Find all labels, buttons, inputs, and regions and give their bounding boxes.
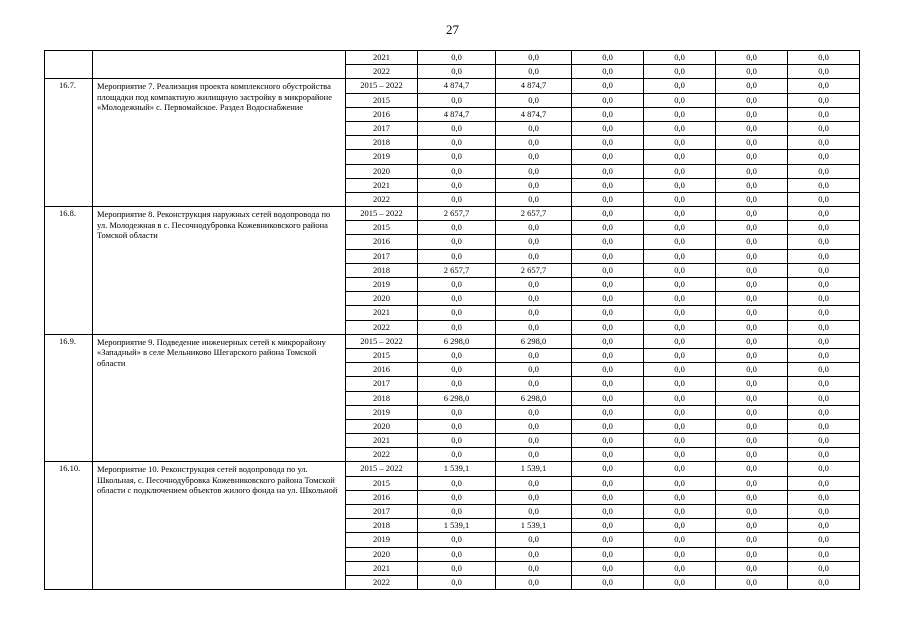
value-cell: 0,0 <box>572 150 644 164</box>
value-cell: 0,0 <box>788 419 860 433</box>
value-cell: 0,0 <box>716 575 788 589</box>
value-cell: 0,0 <box>418 348 496 362</box>
value-cell: 6 298,0 <box>496 391 572 405</box>
year-cell: 2020 <box>346 419 418 433</box>
year-cell: 2016 <box>346 107 418 121</box>
value-cell: 0,0 <box>418 505 496 519</box>
value-cell: 0,0 <box>496 448 572 462</box>
year-cell: 2019 <box>346 405 418 419</box>
value-cell: 0,0 <box>418 490 496 504</box>
year-cell: 2016 <box>346 490 418 504</box>
value-cell: 0,0 <box>418 320 496 334</box>
item-number-cell: 16.8. <box>45 207 93 335</box>
value-cell: 0,0 <box>644 490 716 504</box>
year-cell: 2017 <box>346 121 418 135</box>
value-cell: 0,0 <box>644 405 716 419</box>
description-cell: Мероприятие 10. Реконструкция сетей водопровода по ул. Школьная, с. Песочнодубровка Кожевниковского района Томской области с подключением объектов жилого фонда на ул. Школьной <box>93 462 346 590</box>
value-cell: 0,0 <box>572 93 644 107</box>
value-cell: 0,0 <box>572 164 644 178</box>
value-cell: 0,0 <box>572 221 644 235</box>
value-cell: 0,0 <box>572 490 644 504</box>
value-cell: 0,0 <box>496 533 572 547</box>
value-cell: 0,0 <box>418 235 496 249</box>
value-cell: 0,0 <box>418 178 496 192</box>
value-cell: 6 298,0 <box>496 334 572 348</box>
value-cell: 0,0 <box>572 263 644 277</box>
table-row <box>45 334 860 348</box>
value-cell: 0,0 <box>418 51 496 65</box>
value-cell: 0,0 <box>644 164 716 178</box>
value-cell: 0,0 <box>496 405 572 419</box>
value-cell: 0,0 <box>496 249 572 263</box>
value-cell: 0,0 <box>788 448 860 462</box>
value-cell: 0,0 <box>496 363 572 377</box>
year-cell: 2016 <box>346 235 418 249</box>
value-cell: 0,0 <box>496 575 572 589</box>
value-cell: 0,0 <box>572 505 644 519</box>
value-cell: 0,0 <box>788 306 860 320</box>
year-cell: 2015 <box>346 348 418 362</box>
value-cell: 0,0 <box>572 292 644 306</box>
value-cell: 0,0 <box>418 249 496 263</box>
year-cell: 2015 <box>346 93 418 107</box>
value-cell: 0,0 <box>644 107 716 121</box>
value-cell: 0,0 <box>788 79 860 93</box>
budget-table <box>44 50 860 590</box>
value-cell: 0,0 <box>572 320 644 334</box>
value-cell: 0,0 <box>572 121 644 135</box>
value-cell: 0,0 <box>644 462 716 476</box>
value-cell: 0,0 <box>788 192 860 206</box>
value-cell: 0,0 <box>644 320 716 334</box>
value-cell: 0,0 <box>496 192 572 206</box>
value-cell: 0,0 <box>644 278 716 292</box>
year-cell: 2019 <box>346 278 418 292</box>
value-cell: 0,0 <box>572 51 644 65</box>
value-cell: 0,0 <box>418 150 496 164</box>
value-cell: 0,0 <box>572 377 644 391</box>
value-cell: 0,0 <box>496 348 572 362</box>
value-cell: 0,0 <box>644 178 716 192</box>
value-cell: 0,0 <box>418 561 496 575</box>
value-cell: 0,0 <box>644 334 716 348</box>
value-cell: 0,0 <box>572 533 644 547</box>
description-cell <box>93 51 346 79</box>
value-cell: 0,0 <box>788 278 860 292</box>
value-cell: 0,0 <box>644 391 716 405</box>
value-cell: 0,0 <box>496 278 572 292</box>
value-cell: 0,0 <box>644 136 716 150</box>
value-cell: 0,0 <box>644 348 716 362</box>
value-cell: 2 657,7 <box>496 207 572 221</box>
table-row <box>45 51 860 65</box>
year-cell: 2015 – 2022 <box>346 207 418 221</box>
item-number-cell <box>45 51 93 79</box>
value-cell: 0,0 <box>788 547 860 561</box>
value-cell: 0,0 <box>418 221 496 235</box>
value-cell: 0,0 <box>418 575 496 589</box>
value-cell: 0,0 <box>644 121 716 135</box>
value-cell: 0,0 <box>788 462 860 476</box>
value-cell: 0,0 <box>644 575 716 589</box>
value-cell: 0,0 <box>644 448 716 462</box>
year-cell: 2015 <box>346 221 418 235</box>
value-cell: 6 298,0 <box>418 391 496 405</box>
table-body <box>45 51 860 590</box>
value-cell: 0,0 <box>418 434 496 448</box>
value-cell: 6 298,0 <box>418 334 496 348</box>
year-cell: 2021 <box>346 306 418 320</box>
value-cell: 0,0 <box>716 65 788 79</box>
year-cell: 2021 <box>346 434 418 448</box>
value-cell: 0,0 <box>716 306 788 320</box>
value-cell: 0,0 <box>788 348 860 362</box>
year-cell: 2022 <box>346 448 418 462</box>
page-number: 27 <box>446 22 459 37</box>
value-cell: 0,0 <box>716 178 788 192</box>
value-cell: 0,0 <box>496 164 572 178</box>
value-cell: 0,0 <box>496 320 572 334</box>
value-cell: 0,0 <box>644 150 716 164</box>
year-cell: 2017 <box>346 249 418 263</box>
value-cell: 0,0 <box>716 490 788 504</box>
item-number-cell: 16.9. <box>45 334 93 462</box>
value-cell: 0,0 <box>716 377 788 391</box>
value-cell: 0,0 <box>572 79 644 93</box>
value-cell: 0,0 <box>788 107 860 121</box>
value-cell: 0,0 <box>644 93 716 107</box>
value-cell: 0,0 <box>496 221 572 235</box>
year-cell: 2017 <box>346 377 418 391</box>
value-cell: 0,0 <box>716 476 788 490</box>
value-cell: 0,0 <box>716 405 788 419</box>
value-cell: 0,0 <box>716 334 788 348</box>
value-cell: 0,0 <box>788 93 860 107</box>
value-cell: 0,0 <box>716 51 788 65</box>
value-cell: 0,0 <box>644 235 716 249</box>
value-cell: 0,0 <box>572 178 644 192</box>
value-cell: 0,0 <box>572 519 644 533</box>
value-cell: 0,0 <box>716 207 788 221</box>
value-cell: 0,0 <box>572 391 644 405</box>
value-cell: 0,0 <box>716 192 788 206</box>
value-cell: 0,0 <box>572 448 644 462</box>
value-cell: 0,0 <box>572 235 644 249</box>
year-cell: 2018 <box>346 391 418 405</box>
value-cell: 0,0 <box>788 434 860 448</box>
value-cell: 0,0 <box>418 419 496 433</box>
value-cell: 0,0 <box>788 121 860 135</box>
year-cell: 2020 <box>346 547 418 561</box>
value-cell: 2 657,7 <box>418 207 496 221</box>
value-cell: 0,0 <box>788 533 860 547</box>
value-cell: 1 539,1 <box>418 462 496 476</box>
value-cell: 0,0 <box>788 377 860 391</box>
value-cell: 0,0 <box>788 150 860 164</box>
value-cell: 0,0 <box>572 306 644 320</box>
value-cell: 0,0 <box>788 363 860 377</box>
value-cell: 0,0 <box>644 434 716 448</box>
value-cell: 0,0 <box>716 263 788 277</box>
value-cell: 4 874,7 <box>496 79 572 93</box>
value-cell: 0,0 <box>572 476 644 490</box>
year-cell: 2019 <box>346 533 418 547</box>
value-cell: 0,0 <box>788 164 860 178</box>
item-number-cell: 16.10. <box>45 462 93 590</box>
value-cell: 0,0 <box>418 136 496 150</box>
value-cell: 0,0 <box>716 391 788 405</box>
value-cell: 0,0 <box>716 249 788 263</box>
value-cell: 0,0 <box>418 192 496 206</box>
value-cell: 0,0 <box>496 306 572 320</box>
value-cell: 0,0 <box>572 419 644 433</box>
value-cell: 0,0 <box>418 533 496 547</box>
value-cell: 0,0 <box>418 306 496 320</box>
value-cell: 0,0 <box>644 51 716 65</box>
value-cell: 0,0 <box>496 121 572 135</box>
value-cell: 4 874,7 <box>496 107 572 121</box>
value-cell: 0,0 <box>644 263 716 277</box>
value-cell: 0,0 <box>788 207 860 221</box>
value-cell: 0,0 <box>716 292 788 306</box>
year-cell: 2018 <box>346 263 418 277</box>
year-cell: 2018 <box>346 519 418 533</box>
value-cell: 0,0 <box>496 419 572 433</box>
value-cell: 0,0 <box>788 505 860 519</box>
value-cell: 0,0 <box>644 533 716 547</box>
value-cell: 0,0 <box>644 547 716 561</box>
value-cell: 0,0 <box>418 278 496 292</box>
value-cell: 0,0 <box>572 107 644 121</box>
value-cell: 0,0 <box>572 434 644 448</box>
year-cell: 2019 <box>346 150 418 164</box>
value-cell: 0,0 <box>716 150 788 164</box>
value-cell: 2 657,7 <box>418 263 496 277</box>
value-cell: 0,0 <box>716 320 788 334</box>
year-cell: 2018 <box>346 136 418 150</box>
value-cell: 0,0 <box>788 51 860 65</box>
table-row <box>45 207 860 221</box>
value-cell: 0,0 <box>496 561 572 575</box>
year-cell: 2017 <box>346 505 418 519</box>
value-cell: 0,0 <box>496 434 572 448</box>
value-cell: 0,0 <box>788 391 860 405</box>
value-cell: 0,0 <box>644 377 716 391</box>
description-cell: Мероприятие 9. Подведение инженерных сетей к микрорайону «Западный» в селе Мельниково Шегарского района Томской области <box>93 334 346 462</box>
value-cell: 0,0 <box>788 334 860 348</box>
value-cell: 0,0 <box>572 278 644 292</box>
value-cell: 0,0 <box>788 65 860 79</box>
value-cell: 0,0 <box>418 93 496 107</box>
value-cell: 0,0 <box>644 519 716 533</box>
value-cell: 0,0 <box>496 505 572 519</box>
value-cell: 0,0 <box>716 462 788 476</box>
value-cell: 0,0 <box>572 348 644 362</box>
value-cell: 0,0 <box>572 575 644 589</box>
item-number-cell: 16.7. <box>45 79 93 207</box>
value-cell: 0,0 <box>572 192 644 206</box>
value-cell: 0,0 <box>716 121 788 135</box>
value-cell: 0,0 <box>496 178 572 192</box>
year-cell: 2020 <box>346 292 418 306</box>
value-cell: 0,0 <box>716 533 788 547</box>
value-cell: 0,0 <box>644 79 716 93</box>
value-cell: 0,0 <box>496 65 572 79</box>
value-cell: 0,0 <box>716 136 788 150</box>
value-cell: 0,0 <box>572 405 644 419</box>
value-cell: 0,0 <box>418 476 496 490</box>
value-cell: 0,0 <box>496 136 572 150</box>
year-cell: 2015 – 2022 <box>346 79 418 93</box>
value-cell: 0,0 <box>788 235 860 249</box>
value-cell: 0,0 <box>418 363 496 377</box>
value-cell: 0,0 <box>716 278 788 292</box>
year-cell: 2020 <box>346 164 418 178</box>
value-cell: 0,0 <box>418 547 496 561</box>
value-cell: 0,0 <box>788 136 860 150</box>
year-cell: 2021 <box>346 561 418 575</box>
value-cell: 0,0 <box>716 348 788 362</box>
value-cell: 0,0 <box>716 448 788 462</box>
value-cell: 0,0 <box>716 235 788 249</box>
value-cell: 0,0 <box>496 547 572 561</box>
value-cell: 0,0 <box>788 476 860 490</box>
value-cell: 0,0 <box>644 505 716 519</box>
value-cell: 0,0 <box>496 292 572 306</box>
value-cell: 0,0 <box>644 476 716 490</box>
year-cell: 2022 <box>346 192 418 206</box>
value-cell: 0,0 <box>788 490 860 504</box>
description-cell: Мероприятие 8. Реконструкция наружных сетей водопровода по ул. Молодежная в с. Песочнодубровка Кожевниковского района Томской области <box>93 207 346 335</box>
value-cell: 4 874,7 <box>418 79 496 93</box>
value-cell: 0,0 <box>716 519 788 533</box>
value-cell: 0,0 <box>496 476 572 490</box>
value-cell: 2 657,7 <box>496 263 572 277</box>
value-cell: 0,0 <box>572 249 644 263</box>
value-cell: 0,0 <box>572 547 644 561</box>
value-cell: 0,0 <box>716 363 788 377</box>
value-cell: 0,0 <box>716 419 788 433</box>
value-cell: 0,0 <box>418 405 496 419</box>
value-cell: 0,0 <box>572 207 644 221</box>
value-cell: 0,0 <box>572 561 644 575</box>
year-cell: 2015 – 2022 <box>346 462 418 476</box>
value-cell: 0,0 <box>496 150 572 164</box>
value-cell: 0,0 <box>788 405 860 419</box>
value-cell: 0,0 <box>572 462 644 476</box>
value-cell: 0,0 <box>418 448 496 462</box>
value-cell: 0,0 <box>716 434 788 448</box>
value-cell: 0,0 <box>716 164 788 178</box>
value-cell: 0,0 <box>496 51 572 65</box>
year-cell: 2016 <box>346 363 418 377</box>
value-cell: 0,0 <box>644 249 716 263</box>
year-cell: 2015 – 2022 <box>346 334 418 348</box>
value-cell: 0,0 <box>644 561 716 575</box>
year-cell: 2022 <box>346 65 418 79</box>
value-cell: 0,0 <box>496 377 572 391</box>
value-cell: 0,0 <box>418 65 496 79</box>
value-cell: 0,0 <box>572 363 644 377</box>
table-row <box>45 462 860 476</box>
value-cell: 0,0 <box>644 306 716 320</box>
value-cell: 0,0 <box>644 363 716 377</box>
value-cell: 0,0 <box>788 221 860 235</box>
value-cell: 0,0 <box>644 65 716 79</box>
value-cell: 0,0 <box>644 207 716 221</box>
value-cell: 1 539,1 <box>496 519 572 533</box>
value-cell: 0,0 <box>418 164 496 178</box>
value-cell: 0,0 <box>644 419 716 433</box>
value-cell: 0,0 <box>716 547 788 561</box>
value-cell: 0,0 <box>788 263 860 277</box>
value-cell: 1 539,1 <box>496 462 572 476</box>
value-cell: 0,0 <box>788 249 860 263</box>
value-cell: 0,0 <box>716 107 788 121</box>
value-cell: 0,0 <box>788 561 860 575</box>
year-cell: 2022 <box>346 320 418 334</box>
value-cell: 0,0 <box>716 221 788 235</box>
value-cell: 0,0 <box>644 192 716 206</box>
value-cell: 0,0 <box>572 334 644 348</box>
table-row <box>45 79 860 93</box>
value-cell: 0,0 <box>716 93 788 107</box>
value-cell: 0,0 <box>788 519 860 533</box>
description-cell: Мероприятие 7. Реализация проекта комплексного обустройства площадки под компактную жилищную застройку в микрорайоне «Молодежный» с. Первомайское. Раздел Водоснабжение <box>93 79 346 207</box>
value-cell: 0,0 <box>644 221 716 235</box>
value-cell: 4 874,7 <box>418 107 496 121</box>
value-cell: 0,0 <box>496 235 572 249</box>
year-cell: 2021 <box>346 51 418 65</box>
value-cell: 0,0 <box>496 93 572 107</box>
year-cell: 2021 <box>346 178 418 192</box>
year-cell: 2022 <box>346 575 418 589</box>
value-cell: 0,0 <box>644 292 716 306</box>
year-cell: 2015 <box>346 476 418 490</box>
value-cell: 0,0 <box>418 121 496 135</box>
value-cell: 0,0 <box>418 377 496 391</box>
value-cell: 0,0 <box>496 490 572 504</box>
value-cell: 0,0 <box>716 79 788 93</box>
value-cell: 0,0 <box>572 65 644 79</box>
value-cell: 0,0 <box>418 292 496 306</box>
value-cell: 0,0 <box>716 505 788 519</box>
value-cell: 0,0 <box>788 178 860 192</box>
value-cell: 1 539,1 <box>418 519 496 533</box>
value-cell: 0,0 <box>716 561 788 575</box>
value-cell: 0,0 <box>572 136 644 150</box>
value-cell: 0,0 <box>788 575 860 589</box>
value-cell: 0,0 <box>788 292 860 306</box>
value-cell: 0,0 <box>788 320 860 334</box>
